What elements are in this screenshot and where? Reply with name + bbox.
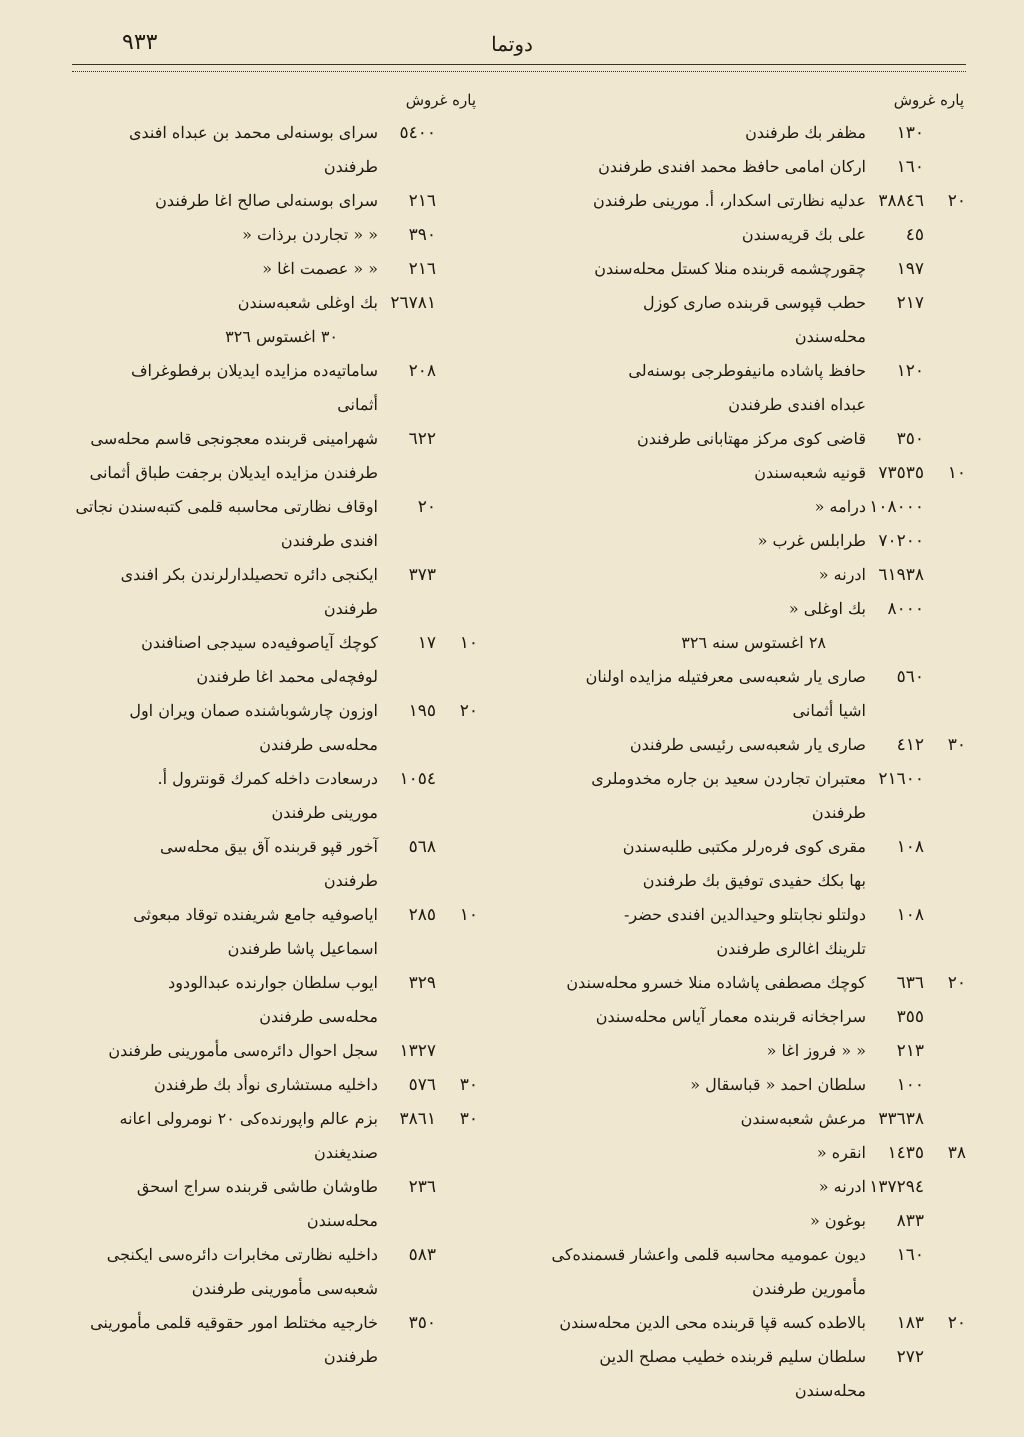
- entry-kurus: ٢٣٦: [408, 1177, 436, 1197]
- ledger-entry: [58, 558, 478, 626]
- entry-text-line: اوقاف نظارتى محاسبه قلمى كتبه‌سندن نجاتى: [75, 497, 378, 516]
- entry-kurus: ٧٠٢٠٠: [878, 531, 924, 551]
- entry-kurus: ١٩٧: [896, 259, 924, 279]
- left-column: [58, 84, 478, 1374]
- entry-text-line: بك اوغلى شعبه‌سندن: [237, 293, 378, 312]
- entry-kurus: ٢٠: [417, 497, 436, 517]
- entry-kurus: ٦٣٦: [896, 973, 924, 993]
- ledger-entry: [534, 490, 966, 524]
- entry-text: [534, 966, 866, 1000]
- entry-text-line: بزم عالم واپورنده‌كى ٢٠ نومرولى اعانه: [119, 1109, 378, 1128]
- entry-text: [534, 490, 866, 524]
- entry-text: [534, 898, 866, 966]
- ledger-entry: [534, 1136, 966, 1170]
- entry-text-line: كوچك مصطفى پاشاده منلا خسرو محله‌سندن: [566, 973, 866, 992]
- entry-kurus: ٣٥٠: [896, 429, 924, 449]
- entry-text: [534, 116, 866, 150]
- ledger-entry: [58, 218, 478, 252]
- entry-text: [534, 1102, 866, 1136]
- entry-kurus: ٣٨٨٤٦: [878, 191, 924, 211]
- entry-text-line: قونيه شعبه‌سندن: [754, 463, 866, 482]
- entry-text-line: ساماتيه‌ده مزايده ايديلان برفطوغراف: [130, 361, 378, 380]
- entry-text-line: سراجخانه قربنده معمار آياس محله‌سندن: [595, 1007, 866, 1026]
- ledger-entry: [534, 830, 966, 898]
- ledger-entry: [58, 1068, 478, 1102]
- entry-text: [534, 592, 866, 626]
- ledger-entry: [534, 1306, 966, 1340]
- entry-text: [534, 1204, 866, 1238]
- entry-kurus: ٢٨٥: [408, 905, 436, 925]
- entry-text-line: سلطان سليم قربنده خطيب مصلح الدين: [599, 1347, 866, 1366]
- entry-text-line: انقره «: [816, 1143, 866, 1162]
- entry-kurus: ١٠٨: [896, 905, 924, 925]
- entry-text: [58, 252, 378, 286]
- entry-text-line: سراى بوسنه‌لى محمد بن عبداه افندى: [129, 123, 378, 142]
- entry-text: [534, 286, 866, 354]
- entry-text: [534, 558, 866, 592]
- entry-kurus: ٦٢٢: [408, 429, 436, 449]
- entry-text: [534, 1340, 866, 1408]
- entry-text-line: ديون عموميه محاسبه قلمى واعشار قسمنده‌كى: [551, 1245, 866, 1264]
- entry-text: [58, 966, 378, 1034]
- entry-text: [58, 762, 378, 830]
- date-line: ٣٠ اغستوس ٣٢٦: [225, 327, 338, 346]
- entry-kurus: ٣٣٦٣٨: [878, 1109, 924, 1129]
- ledger-entry: [534, 524, 966, 558]
- entry-kurus: ٣٥٠: [408, 1313, 436, 1333]
- ledger-entry: [58, 1306, 478, 1374]
- entry-text: [534, 762, 866, 830]
- ledger-entry: [534, 1102, 966, 1136]
- entry-text: [58, 1306, 378, 1374]
- entry-text: [534, 1136, 866, 1170]
- entry-kurus: ٨٠٠٠: [887, 599, 924, 619]
- entry-text-line: طرفندن: [323, 1347, 378, 1366]
- entry-text-line: « « تجاردن برذات «: [242, 225, 378, 244]
- entry-text: [58, 830, 378, 898]
- entry-text-line: « « عصمت اغا «: [262, 259, 378, 278]
- ledger-entry: [58, 1238, 478, 1306]
- entry-kurus: ١٨٣: [896, 1313, 924, 1333]
- page-number: ٩٣٣: [122, 30, 158, 55]
- entry-kurus: ٢٧٢: [896, 1347, 924, 1367]
- entry-para: ٢٠: [947, 973, 966, 993]
- ledger-entry: [534, 354, 966, 422]
- entry-text: [58, 1102, 378, 1170]
- entry-text-line: ايكنجى دائره تحصيلدارلرندن بكر افندى: [120, 565, 378, 584]
- entry-kurus: ٣٥٥: [896, 1007, 924, 1027]
- entry-kurus: ١٠٥٤: [399, 769, 436, 789]
- entry-kurus: ١٩٥: [408, 701, 436, 721]
- entry-text-line: اياصوفيه جامع شريفنده توقاد مبعوثى: [133, 905, 378, 924]
- entry-text-line: درسعادت داخله كمرك قونترول أ.: [157, 769, 378, 788]
- entry-text-line: بوغون «: [810, 1211, 866, 1230]
- ledger-entry: [534, 1340, 966, 1408]
- entry-text-line: مرعش شعبه‌سندن: [740, 1109, 866, 1128]
- entry-text-line: سلطان احمد « قباسقال «: [690, 1075, 866, 1094]
- entry-text: [58, 1034, 378, 1068]
- ledger-entry: [58, 830, 478, 898]
- ledger-entry: [534, 1000, 966, 1034]
- ledger-entry: [534, 184, 966, 218]
- entry-para: ٣٠: [947, 735, 966, 755]
- ledger-entry: [534, 116, 966, 150]
- entry-text-line: « « فروز اغا «: [766, 1041, 866, 1060]
- entry-text: [534, 252, 866, 286]
- entry-kurus: ٤٥: [905, 225, 924, 245]
- entry-para: ١٠: [459, 633, 478, 653]
- ledger-entry: [58, 694, 478, 762]
- entry-text: [534, 660, 866, 728]
- ledger-entry: [534, 1068, 966, 1102]
- entry-text-line: طرابلس غرب «: [757, 531, 866, 550]
- ledger-entry: [534, 456, 966, 490]
- entry-text-line: آخور قپو قربنده آق بيق محله‌سى: [159, 837, 378, 856]
- entry-kurus: ١٤٣٥: [887, 1143, 924, 1163]
- ledger-entry: [534, 966, 966, 1000]
- entry-kurus: ٢٦٧٨١: [390, 293, 436, 313]
- entry-para: ٢٠: [459, 701, 478, 721]
- entry-text-line: اركان امامى حافظ محمد افندى طرفندن: [598, 157, 866, 176]
- entry-text-line: طرفندن: [323, 599, 378, 618]
- entry-text: [58, 1238, 378, 1306]
- entry-text: [58, 694, 378, 762]
- entry-kurus: ٥٦٠: [896, 667, 924, 687]
- entry-text-line: سراى بوسنه‌لى صالح اغا طرفندن: [155, 191, 378, 210]
- entry-text-line: مأمورين طرفندن: [752, 1279, 866, 1298]
- running-title: دوتما: [491, 32, 533, 56]
- right-column: [534, 84, 966, 1408]
- entry-text-line: اوزون چارشوباشنده صمان ويران اول: [129, 701, 378, 720]
- ledger-entry: [534, 762, 966, 830]
- entry-kurus: ٢١٣: [896, 1041, 924, 1061]
- entry-text: [534, 1170, 866, 1204]
- entry-text: [58, 184, 378, 218]
- entry-para: ٣٠: [459, 1109, 478, 1129]
- running-header: [0, 28, 1024, 62]
- entry-text-line: تلرينك اغالرى طرفندن: [716, 939, 866, 958]
- ledger-entry: [534, 1170, 966, 1204]
- entry-text-line: محله‌سندن: [794, 327, 866, 346]
- ledger-entry: [534, 1034, 966, 1068]
- entry-text: [58, 558, 378, 626]
- entry-kurus: ٥٦٨: [408, 837, 436, 857]
- entry-text-line: صارى يار شعبه‌سى رئيسى طرفندن: [629, 735, 866, 754]
- entry-kurus: ٣٩٠: [408, 225, 436, 245]
- entry-text-line: طرفندن مزايده ايديلان برجفت طباق أثمانى: [89, 463, 378, 482]
- entry-list: [58, 116, 478, 1374]
- entry-kurus: ١٦٠: [896, 1245, 924, 1265]
- entry-text-line: داخليه نظارتى مخابرات دائره‌سى ايكنجى: [106, 1245, 378, 1264]
- ledger-entry: [534, 252, 966, 286]
- entry-text-line: محله‌سى طرفندن: [259, 1007, 378, 1026]
- entry-text-line: درامه «: [814, 497, 866, 516]
- entry-para: ١٠: [459, 905, 478, 925]
- entry-text: [534, 1238, 866, 1306]
- entry-text-line: عبداه افندى طرفندن: [728, 395, 866, 414]
- entry-kurus: ٤١٢: [896, 735, 924, 755]
- entry-text: [58, 116, 378, 184]
- ledger-entry: [58, 1102, 478, 1170]
- entry-text-line: طرفندن: [811, 803, 866, 822]
- entry-text-line: بها بكك حفيدى توفيق بك طرفندن: [642, 871, 866, 890]
- entry-kurus: ٣٧٣: [408, 565, 436, 585]
- entry-text-line: محله‌سندن: [794, 1381, 866, 1400]
- entry-kurus: ٣٨٦١: [399, 1109, 436, 1129]
- entry-kurus: ٢٠٨: [408, 361, 436, 381]
- entry-text-line: ادرنه «: [818, 1177, 866, 1196]
- ledger-entry: [58, 762, 478, 830]
- entry-kurus: ٥٧٦: [408, 1075, 436, 1095]
- entry-text-line: معتبران تجاردن سعيد بن جاره مخدوملرى: [591, 769, 866, 788]
- ledger-entry: [534, 1204, 966, 1238]
- entry-kurus: ١٣٠: [896, 123, 924, 143]
- entry-kurus: ٨٣٣: [896, 1211, 924, 1231]
- column-heading: پاره غروش: [405, 91, 476, 109]
- entry-text-line: شعبه‌سى مأمورينى طرفندن: [191, 1279, 378, 1298]
- ledger-entry: [534, 660, 966, 728]
- entry-text-line: خارجيه مختلط امور حقوقيه قلمى مأمورينى: [90, 1313, 378, 1332]
- entry-text-line: افندى طرفندن: [280, 531, 378, 550]
- entry-kurus: ٢١٧: [896, 293, 924, 313]
- entry-text-line: بك اوغلى «: [788, 599, 866, 618]
- ledger-entry: [58, 1034, 478, 1068]
- entry-text: [534, 184, 866, 218]
- entry-text-line: محله‌سى طرفندن: [259, 735, 378, 754]
- entry-text: [58, 898, 378, 966]
- entry-text: [534, 1068, 866, 1102]
- entry-text: [534, 218, 866, 252]
- entry-para: ٢٠: [947, 191, 966, 211]
- entry-kurus: ١٧: [417, 633, 436, 653]
- entry-text-line: محله‌سندن: [306, 1211, 378, 1230]
- ledger-entry: [534, 898, 966, 966]
- entry-kurus: ١٠٠: [896, 1075, 924, 1095]
- entry-text-line: بالاطده كسه قپا قربنده محى الدين محله‌سندن: [559, 1313, 866, 1332]
- date-line: ٢٨ اغستوس سنه ٣٢٦: [681, 633, 826, 652]
- entry-text-line: داخليه مستشارى نوأد بك طرفندن: [154, 1075, 378, 1094]
- entry-text-line: ادرنه «: [818, 565, 866, 584]
- column-heading: پاره غروش: [893, 91, 964, 109]
- entry-kurus: ١٣٧٢٩٤: [869, 1177, 924, 1197]
- ledger-entry: [58, 252, 478, 286]
- entry-text: [58, 354, 378, 422]
- entry-kurus: ٧٣٥٣٥: [878, 463, 924, 483]
- entry-text-line: چقورچشمه قربنده منلا كستل محله‌سندن: [594, 259, 866, 278]
- entry-text-line: قاضى كوى مركز مهتابانى طرفندن: [637, 429, 866, 448]
- ledger-entry: [58, 354, 478, 422]
- entry-kurus: ٥٨٣: [408, 1245, 436, 1265]
- entry-list: [534, 116, 966, 1408]
- entry-text-line: سجل احوال دائره‌سى مأمورينى طرفندن: [108, 1041, 378, 1060]
- entry-text-line: على بك قريه‌سندن: [741, 225, 866, 244]
- entry-text: [58, 1170, 378, 1238]
- entry-text: [534, 1034, 866, 1068]
- entry-kurus: ٢١٦: [408, 259, 436, 279]
- ledger-entry: [58, 966, 478, 1034]
- ledger-entry: [534, 150, 966, 184]
- entry-text-line: عدليه نظارتى اسكدار، أ. مورينى طرفندن: [593, 191, 866, 210]
- ledger-entry: [534, 422, 966, 456]
- entry-text-line: اسماعيل پاشا طرفندن: [227, 939, 378, 958]
- entry-para: ٢٠: [947, 1313, 966, 1333]
- entry-text: [534, 524, 866, 558]
- ledger-entry: [534, 1238, 966, 1306]
- entry-text-line: مقرى كوى فره‌رلر مكتبى طلبه‌سندن: [622, 837, 866, 856]
- ledger-entry: [534, 558, 966, 592]
- entry-text-line: اشيا أثمانى: [792, 701, 866, 720]
- ledger-entry: [534, 218, 966, 252]
- entry-kurus: ١٢٠: [896, 361, 924, 381]
- entry-kurus: ٢١٦: [408, 191, 436, 211]
- ledger-entry: [58, 898, 478, 966]
- entry-kurus: ٥٤٠٠: [399, 123, 436, 143]
- entry-text: [58, 1068, 378, 1102]
- entry-text-line: صنديغندن: [314, 1143, 378, 1162]
- entry-text-line: ايوب سلطان جوارنده عبدالودود: [168, 973, 378, 992]
- entry-text-line: لوفچه‌لى محمد اغا طرفندن: [196, 667, 378, 686]
- entry-para: ٣٨: [947, 1143, 966, 1163]
- entry-text: [534, 456, 866, 490]
- ledger-entry: [58, 286, 478, 320]
- entry-text: [534, 422, 866, 456]
- entry-text: [58, 422, 378, 490]
- entry-kurus: ١٣٢٧: [399, 1041, 436, 1061]
- entry-text-line: مورينى طرفندن: [271, 803, 378, 822]
- ledger-entry: [58, 1170, 478, 1238]
- ledger-entry: [58, 184, 478, 218]
- entry-text-line: حافظ پاشاده مانيفوطرجى بوسنه‌لى: [628, 361, 866, 380]
- entry-text-line: مظفر بك طرفندن: [745, 123, 866, 142]
- entry-text-line: طاوشان طاشى قربنده سراج اسحق: [136, 1177, 378, 1196]
- entry-text: [58, 218, 378, 252]
- entry-kurus: ٦١٩٣٨: [878, 565, 924, 585]
- entry-kurus: ٢١٦٠٠: [878, 769, 924, 789]
- entry-text-line: دولتلو نجابتلو وحيدالدين افندى حضر-: [624, 905, 866, 924]
- ledger-entry: [534, 728, 966, 762]
- entry-text: [58, 286, 378, 320]
- entry-text-line: كوچك آياصوفيه‌ده سيدجى اصنافندن: [141, 633, 378, 652]
- entry-kurus: ١٠٨: [896, 837, 924, 857]
- ledger-entry: [58, 422, 478, 490]
- entry-para: ٣٠: [459, 1075, 478, 1095]
- entry-text-line: شهرامينى قربنده معجونجى قاسم محله‌سى: [90, 429, 378, 448]
- ledger-entry: [58, 116, 478, 184]
- entry-kurus: ١٠٨٠٠٠: [869, 497, 924, 517]
- entry-text: [534, 830, 866, 898]
- ledger-entry: [534, 592, 966, 626]
- header-rule: [72, 64, 966, 72]
- ledger-entry: [58, 490, 478, 558]
- entry-text: [534, 354, 866, 422]
- entry-text: [534, 150, 866, 184]
- entry-text-line: أثمانى: [337, 395, 378, 414]
- entry-kurus: ١٦٠: [896, 157, 924, 177]
- entry-text: [58, 626, 378, 694]
- ledger-entry: [534, 286, 966, 354]
- entry-text: [534, 1000, 866, 1034]
- entry-text-line: حطب قپوسى قربنده صارى كوزل: [642, 293, 866, 312]
- entry-text: [534, 1306, 866, 1340]
- entry-text: [58, 490, 378, 558]
- entry-text-line: طرفندن: [323, 157, 378, 176]
- ledger-entry: [58, 626, 478, 694]
- entry-kurus: ٣٢٩: [408, 973, 436, 993]
- entry-para: ١٠: [947, 463, 966, 483]
- entry-text: [534, 728, 866, 762]
- entry-text-line: صارى يار شعبه‌سى معرفتيله مزايده اولنان: [585, 667, 866, 686]
- entry-text-line: طرفندن: [323, 871, 378, 890]
